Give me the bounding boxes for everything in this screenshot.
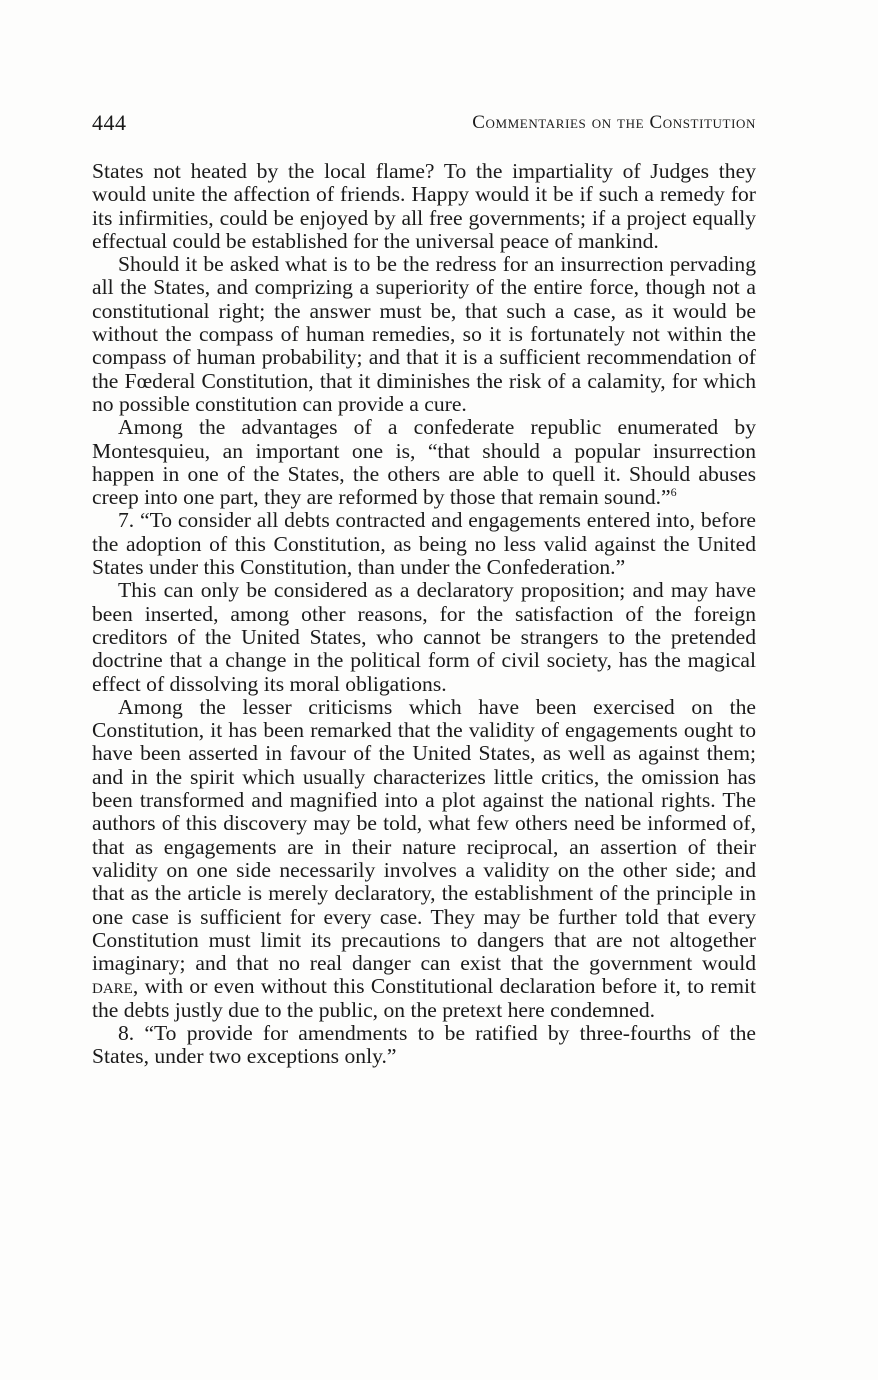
paragraph-7: 8. “To provide for amendments to be ratified by three-fourths of the States, under two exceptions only.” <box>92 1020 756 1069</box>
paragraph-6-text-a: Among the lesser criticisms which have been exercised on the Constitution, it has been remarked that the validity of engagements ought to have been asserted in favour of the United States, as well as against them; and in the spirit which usually characterizes little critics, the omission has been transformed and magnified into a plot against the national rights. The authors of this discovery may be told, what few others need be informed of, that as engagements are in their nature reciprocal, an assertion of their validity on one side necessarily involves a validity on the other side; and that as the article is merely declaratory, the establishment of the principle in one case is sufficient for every case. They may be further told that every Constitution must limit its precautions to dangers that are not altogether imaginary; and that no real danger can exist that the government would <box>92 694 756 976</box>
paragraph-5: This can only be considered as a declaratory proposition; and may have been inserted, among other reasons, for the satisfaction of the foreign creditors of the United States, who cannot be strangers to the pretended doctrine that a change in the political form of civil society, has the magical effect of dissolving its moral obligations. <box>92 578 756 696</box>
running-head <box>92 110 756 140</box>
page-number: 444 <box>92 110 127 135</box>
body-text <box>92 160 756 1069</box>
emphasis-dare: dare <box>92 974 133 999</box>
footnote-reference: 6 <box>670 484 677 499</box>
paragraph-4: 7. “To consider all debts contracted and engagements entered into, before the adoption of this Constitution, as being no less valid against the United States under this Constitution, than under the Confederation.” <box>92 508 756 580</box>
paragraph-3 <box>92 416 756 509</box>
paragraph-2: Should it be asked what is to be the redress for an insurrection pervading all the States, and comprizing a superiority of the entire force, though not a constitutional right; the answer must be, that such a case, as it would be without the compass of human remedies, so it is fortunately not within the compass of human probability; and that it is a sufficient recommendation of the Fœderal Constitution, that it diminishes the risk of a calamity, for which no possible constitution can provide a cure. <box>92 252 756 416</box>
paragraph-6-text-b: , with or even without this Constitutional declaration before it, to remit the debts justly due to the public, on the pretext here condemned. <box>92 974 756 1022</box>
paragraph-1: States not heated by the local flame? To the impartiality of Judges they would unite the affection of friends. Happy would it be if such a remedy for its infirmities, could be enjoyed by all free governments; if a project equally effectual could be established for the universal peace of mankind. <box>92 159 756 253</box>
paragraph-3-text: Among the advantages of a confederate republic enumerated by Montesquieu, an important one is, “that should a popular insurrection happen in one of the States, the others are able to quell it. Should abuses creep into one part, they are reformed by those that remain sound.” <box>92 415 756 510</box>
running-title: Commentaries on the Constitution <box>472 112 756 133</box>
paragraph-6 <box>92 696 756 1022</box>
